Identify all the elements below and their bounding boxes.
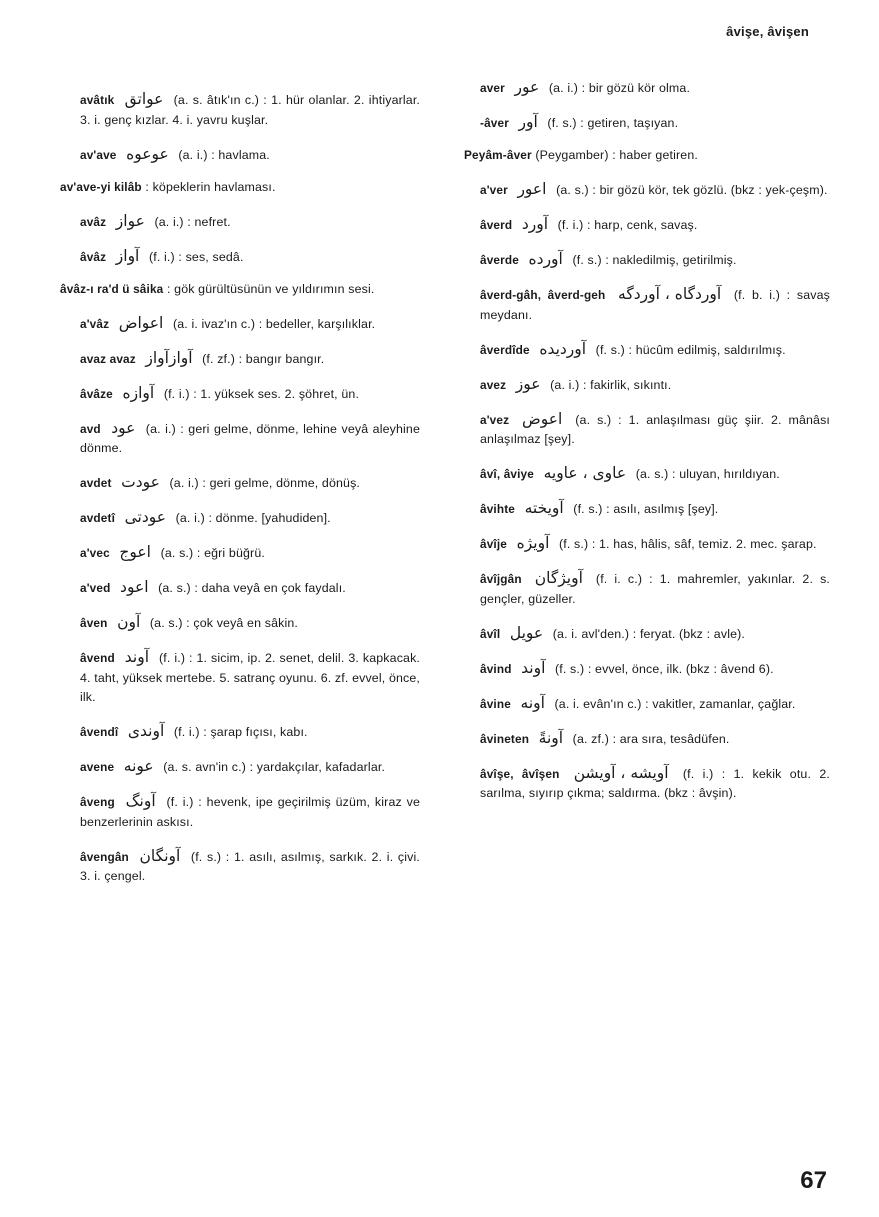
entry-headword: âveng xyxy=(80,795,115,810)
entry-headword: avdetî xyxy=(80,511,115,526)
entry-definition: (f. s.) : evvel, önce, ilk. (bkz : âvend 6). xyxy=(555,661,774,676)
entry-definition: (Peygamber) : haber getiren. xyxy=(535,148,698,163)
entry-arabic-spelling: آونه xyxy=(520,693,545,712)
entry-arabic-spelling: عوز xyxy=(515,374,541,393)
dictionary-entry xyxy=(448,250,830,271)
entry-definition: (f. s.) : 1. asılı, asılmış, sarkık. 2. i. çivi. 3. i. çengel. xyxy=(80,849,420,884)
dictionary-entry xyxy=(448,659,830,680)
entry-definition: (f. s.) : 1. has, hâlis, sâf, temiz. 2. mec. şarap. xyxy=(558,537,817,552)
dictionary-entry xyxy=(448,764,830,804)
entry-definition: (a. s. âtık'ın c.) : 1. hür olanlar. 2. ihtiyarlar. 3. i. genç kızlar. 4. i. yavru kuşlar. xyxy=(80,93,421,127)
entry-definition: (a. i.) : geri gelme, dönme, lehine veyâ aleyhine dönme. xyxy=(80,421,421,456)
dictionary-entry xyxy=(48,145,420,166)
dictionary-entry xyxy=(48,178,420,198)
entry-headword: âvîşe, âvîşen xyxy=(480,766,560,781)
dictionary-entry xyxy=(448,180,830,201)
entry-definition: (a. i. evân'ın c.) : vakitler, zamanlar, çağlar. xyxy=(554,696,796,711)
entry-arabic-spelling: آويژگان xyxy=(534,569,583,588)
entry-definition: (a. s.) : eğri büğrü. xyxy=(160,546,265,561)
entry-arabic-spelling: اعود xyxy=(120,578,149,597)
dictionary-entry xyxy=(448,215,830,236)
entry-definition: (f. i.) : 1. kekik otu. 2. sarılma, sıyırıp çıkma; saldırma. (bkz : âvşin). xyxy=(480,766,830,801)
entry-headword: av'ave xyxy=(80,147,117,162)
entry-headword: âvendî xyxy=(80,725,119,740)
entry-arabic-spelling: اعوج xyxy=(119,543,151,562)
dictionary-entry xyxy=(448,285,830,325)
entry-headword: avâz xyxy=(80,214,107,229)
entry-arabic-spelling: اعوض xyxy=(522,409,563,428)
entry-definition: : köpeklerin havlaması. xyxy=(145,179,276,194)
entry-headword: âvengân xyxy=(80,849,129,864)
entry-definition: (a. i.) : dönme. [yahudiden]. xyxy=(175,511,331,526)
entry-definition: (a. s. avn'in c.) : yardakçılar, kafadarlar. xyxy=(163,760,386,775)
entry-definition: : gök gürültüsünün ve yıldırımın sesi. xyxy=(166,281,375,296)
dictionary-entry xyxy=(448,694,830,715)
dictionary-entry xyxy=(448,410,830,450)
entry-headword: a'ver xyxy=(480,183,508,198)
right-column xyxy=(448,66,830,818)
entry-arabic-spelling: عود xyxy=(111,418,136,437)
dictionary-entry xyxy=(48,280,420,300)
dictionary-entry xyxy=(48,473,420,494)
dictionary-entry xyxy=(448,375,830,396)
entry-arabic-spelling: آوردگاه ، آوردگه xyxy=(618,285,722,304)
entry-headword: a'vec xyxy=(80,546,110,561)
entry-arabic-spelling: آوازآواز xyxy=(145,348,193,367)
entry-headword: avdet xyxy=(80,476,112,491)
dictionary-entry xyxy=(48,613,420,634)
entry-arabic-spelling: عودت xyxy=(121,473,160,492)
entry-definition: (a. i.) : nefret. xyxy=(154,214,231,229)
entry-definition: (a. s.) : bir gözü kör, tek gözlü. (bkz : yek-çeşm). xyxy=(556,183,828,198)
entry-arabic-spelling: آورده xyxy=(528,250,563,269)
left-column xyxy=(48,78,420,901)
entry-headword: âverde xyxy=(480,253,519,268)
entry-definition: (a. i. avl'den.) : feryat. (bkz : avle). xyxy=(552,626,746,641)
entry-arabic-spelling: عواز xyxy=(115,211,145,230)
entry-definition: (f. i.) : ses, sedâ. xyxy=(148,249,244,264)
entry-definition: (f. s.) : hücûm edilmiş, saldırılmış. xyxy=(595,342,786,357)
dictionary-entry xyxy=(448,464,830,485)
entry-headword: avez xyxy=(480,377,507,392)
dictionary-entry xyxy=(48,543,420,564)
entry-arabic-spelling: آوندى xyxy=(127,722,165,741)
entry-headword: âverdîde xyxy=(480,342,530,357)
entry-arabic-spelling: آورديده xyxy=(539,339,587,358)
dictionary-entry xyxy=(448,569,830,609)
entry-arabic-spelling: آويژه xyxy=(516,534,550,553)
dictionary-entry xyxy=(48,722,420,743)
entry-arabic-spelling: آون xyxy=(117,613,141,632)
entry-definition: (f. b. i.) : savaş meydanı. xyxy=(480,288,830,322)
dictionary-entry xyxy=(48,508,420,529)
entry-definition: (f. i.) : şarap fıçısı, kabı. xyxy=(173,725,308,740)
entry-headword: a'vez xyxy=(480,412,510,427)
entry-arabic-spelling: آوند xyxy=(521,658,546,677)
entry-arabic-spelling: عاوى ، عاويه xyxy=(543,464,627,483)
entry-headword: a'vâz xyxy=(80,316,110,331)
entry-arabic-spelling: آوازه xyxy=(122,383,155,402)
entry-headword: âvineten xyxy=(480,731,530,746)
entry-definition: (f. s.) : getiren, taşıyan. xyxy=(547,116,679,131)
entry-headword: âvîje xyxy=(480,537,507,552)
dictionary-entry xyxy=(448,340,830,361)
dictionary-entry xyxy=(448,113,830,134)
dictionary-entry xyxy=(448,499,830,520)
entry-headword: âvind xyxy=(480,661,512,676)
entry-arabic-spelling: آونگان xyxy=(139,846,181,865)
entry-headword: av'ave-yi kilâb xyxy=(60,179,142,194)
dictionary-entry xyxy=(48,419,420,459)
entry-arabic-spelling: اعواض xyxy=(118,313,164,332)
entry-headword: âvâze xyxy=(80,386,113,401)
dictionary-entry xyxy=(48,212,420,233)
entry-definition: (a. i.) : havlama. xyxy=(178,147,270,162)
entry-definition: (f. s.) : nakledilmiş, getirilmiş. xyxy=(572,253,737,268)
dictionary-entry xyxy=(48,247,420,268)
entry-arabic-spelling: آويخته xyxy=(524,499,564,518)
entry-definition: (f. s.) : asılı, asılmış [şey]. xyxy=(573,502,719,517)
entry-headword: a'ved xyxy=(80,581,111,596)
entry-arabic-spelling: آواز xyxy=(115,246,140,265)
entry-headword: âverd xyxy=(480,218,513,233)
entry-arabic-spelling: عودتى xyxy=(124,508,166,527)
entry-definition: (a. s.) : çok veyâ en sâkin. xyxy=(149,616,299,631)
entry-definition: (a. s.) : 1. anlaşılması güç şiir. 2. mânâsı anlaşılmaz [şey]. xyxy=(480,412,831,447)
dictionary-entry xyxy=(448,624,830,645)
entry-definition: (a. s.) : daha veyâ en çok faydalı. xyxy=(158,581,346,596)
entry-headword: âvîjgân xyxy=(480,572,522,587)
dictionary-entry xyxy=(448,534,830,555)
entry-headword: aver xyxy=(480,81,505,96)
entry-arabic-spelling: اعور xyxy=(517,180,547,199)
running-head: âvişe, âvişen xyxy=(726,24,809,39)
dictionary-entry xyxy=(48,384,420,405)
entry-arabic-spelling: عور xyxy=(514,78,540,97)
entry-arabic-spelling: آور xyxy=(518,113,538,132)
entry-headword: -âver xyxy=(480,116,509,131)
entry-headword: âvihte xyxy=(480,502,515,517)
entry-arabic-spelling: عوعوه xyxy=(126,144,169,163)
dictionary-entry xyxy=(48,578,420,599)
dictionary-entry xyxy=(48,349,420,370)
dictionary-entry xyxy=(48,314,420,335)
entry-headword: âvend xyxy=(80,651,115,666)
dictionary-entry xyxy=(48,757,420,778)
entry-arabic-spelling: آونگ xyxy=(125,792,156,811)
entry-definition: (a. i.) : bir gözü kör olma. xyxy=(548,81,691,96)
entry-headword: avaz avaz xyxy=(80,351,136,366)
entry-headword: avene xyxy=(80,760,115,775)
dictionary-entry xyxy=(448,146,830,166)
entry-headword: âvîl xyxy=(480,626,501,641)
dictionary-entry xyxy=(48,792,420,832)
dictionary-entry xyxy=(48,90,420,130)
entry-headword: âvine xyxy=(480,696,511,711)
page-number: 67 xyxy=(800,1167,827,1194)
entry-definition: (a. zf.) : ara sıra, tesâdüfen. xyxy=(572,731,730,746)
entry-headword: âvâz xyxy=(80,249,107,264)
entry-definition: (f. i.) : 1. sicim, ip. 2. senet, delil. 3. kapkacak. 4. taht, yüksek mertebe. 5. satranç oyunu. 6. zf. evvel, önce, ilk. xyxy=(80,651,421,705)
entry-arabic-spelling: عويل xyxy=(509,623,544,642)
entry-arabic-spelling: عواتق xyxy=(124,90,164,109)
dictionary-entry xyxy=(48,648,420,708)
entry-headword: âvî, âviye xyxy=(480,467,534,482)
dictionary-entry xyxy=(448,78,830,99)
entry-arabic-spelling: آورد xyxy=(521,215,549,234)
entry-definition: (f. zf.) : bangır bangır. xyxy=(202,351,325,366)
entry-arabic-spelling: آونةً xyxy=(538,728,564,747)
entry-definition: (f. i.) : harp, cenk, savaş. xyxy=(557,218,698,233)
entry-definition: (a. i.) : geri gelme, dönme, dönüş. xyxy=(169,476,361,491)
entry-headword: avâtık xyxy=(80,93,115,108)
entry-headword: âven xyxy=(80,616,108,631)
entry-definition: (a. i.) : fakirlik, sıkıntı. xyxy=(550,377,672,392)
entry-definition: (a. s.) : uluyan, hırıldıyan. xyxy=(635,467,780,482)
entry-headword: avd xyxy=(80,421,101,436)
entry-arabic-spelling: آويشه ، آويشن xyxy=(573,763,669,782)
entry-headword: Peyâm-âver xyxy=(464,148,532,163)
entry-definition: (f. i.) : hevenk, ipe geçirilmiş üzüm, kiraz ve benzerlerinin askısı. xyxy=(80,795,421,829)
dictionary-entry xyxy=(48,847,420,887)
entry-definition: (a. i. ivaz'ın c.) : bedeller, karşılıklar. xyxy=(172,316,376,331)
entry-arabic-spelling: آوند xyxy=(124,648,150,667)
entry-arabic-spelling: عونه xyxy=(123,757,154,776)
entry-headword: âvâz-ı ra'd ü sâika xyxy=(60,281,164,296)
entry-headword: âverd-gâh, âverd-geh xyxy=(480,288,606,303)
dictionary-entry xyxy=(448,729,830,750)
entry-definition: (f. i.) : 1. yüksek ses. 2. şöhret, ün. xyxy=(163,386,360,401)
entry-definition: (f. i. c.) : 1. mahremler, yakınlar. 2. s. gençler, güzeller. xyxy=(480,572,831,606)
